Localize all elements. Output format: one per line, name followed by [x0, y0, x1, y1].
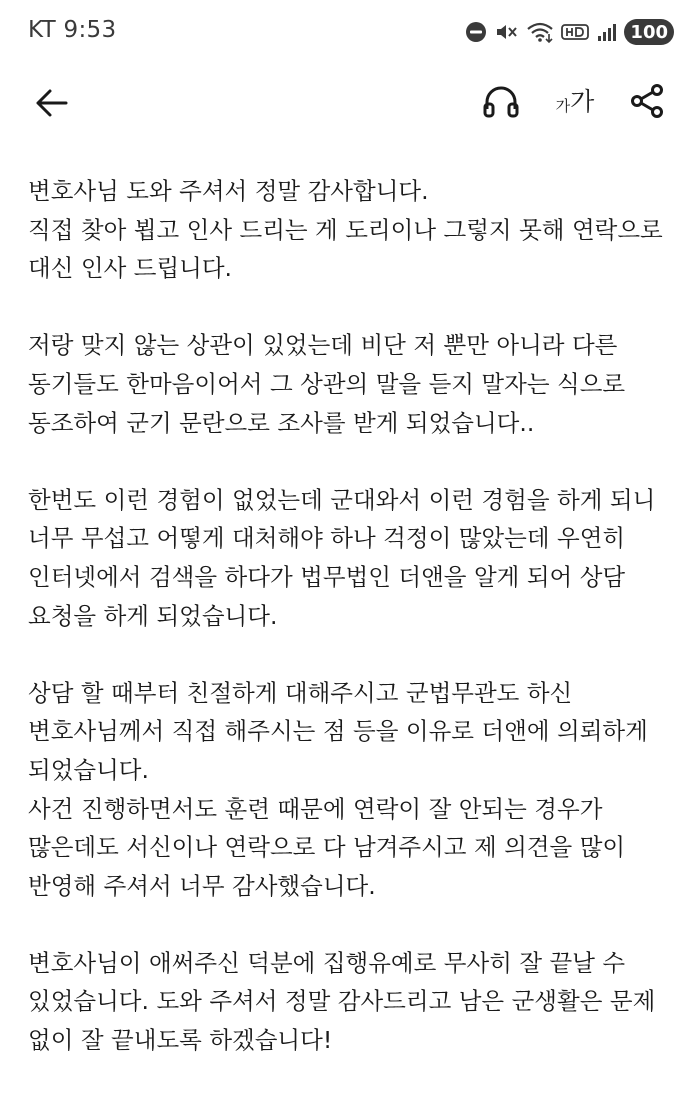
app-bar: [0, 64, 700, 140]
text-line: 많은데도 서신이나 연락으로 다 남겨주시고 제 의견을 많이: [28, 833, 626, 862]
text-line: 반영해 주셔서 너무 감사했습니다.: [28, 871, 376, 900]
text-line: 동조하여 군기 문란으로 조사를 받게 되었습니다..: [28, 408, 535, 437]
hd-voice-icon: [560, 20, 590, 44]
text-line: 없이 잘 끝내도록 하겠습니다!: [28, 1026, 333, 1055]
carrier-time: KT 9:53: [28, 17, 117, 43]
text-line: 동기들도 한마음이어서 그 상관의 말을 듣지 말자는 식으로: [28, 369, 626, 398]
paragraph: [28, 944, 678, 1060]
status-icons: [464, 16, 674, 48]
text-line: 상담 할 때부터 친절하게 대해주시고 군법무관도 하신: [28, 678, 573, 707]
wifi-icon: [526, 20, 554, 44]
signal-icon: [596, 20, 618, 44]
share-button[interactable]: [624, 78, 670, 124]
text-line: 있었습니다. 도와 주셔서 정말 감사드리고 남은 군생활은 문제: [28, 987, 656, 1016]
text-line: 변호사님께서 직접 해주시는 점 등을 이유로 더앤에 의뢰하게: [28, 717, 648, 746]
text-line: 사건 진행하면서도 훈련 때문에 연락이 잘 안되는 경우가: [28, 794, 603, 823]
text-line: 직접 찾아 뵙고 인사 드리는 게 도리이나 그렇지 못해 연락으로: [28, 215, 663, 244]
font-size-small-label: 가: [555, 97, 571, 115]
font-size-large-label: 가: [570, 87, 595, 116]
text-line: 대신 인사 드립니다.: [28, 254, 233, 283]
text-line: 인터넷에서 검색을 하다가 법무법인 더앤을 알게 되어 상담: [28, 562, 626, 591]
paragraph: [28, 326, 678, 442]
headphones-icon: [482, 83, 520, 119]
share-icon: [629, 83, 665, 119]
back-button[interactable]: [28, 80, 74, 126]
do-not-disturb-icon: [464, 20, 488, 44]
listen-button[interactable]: [478, 78, 524, 124]
article-body: [28, 172, 678, 1098]
font-size-button[interactable]: [545, 78, 605, 124]
text-line: 한번도 이런 경험이 없었는데 군대와서 이런 경험을 하게 되니: [28, 485, 656, 514]
paragraph: [28, 481, 678, 635]
battery-indicator: 100: [624, 19, 674, 45]
text-line: 변호사님 도와 주셔서 정말 감사합니다.: [28, 177, 429, 205]
paragraph: [28, 172, 678, 288]
paragraph: [28, 674, 678, 906]
text-line: 너무 무섭고 어떻게 대처해야 하나 걱정이 많았는데 우연히: [28, 524, 626, 553]
mute-icon: [494, 20, 520, 44]
text-line: 변호사님이 애써주신 덕분에 집행유예로 무사히 잘 끝날 수: [28, 948, 626, 977]
text-line: 되었습니다.: [28, 755, 149, 784]
text-line: 저랑 맞지 않는 상관이 있었는데 비단 저 뿐만 아니라 다른: [28, 331, 618, 360]
arrow-left-icon: [34, 88, 68, 118]
status-bar: [0, 0, 700, 64]
text-line: 요청을 하게 되었습니다.: [28, 601, 278, 630]
